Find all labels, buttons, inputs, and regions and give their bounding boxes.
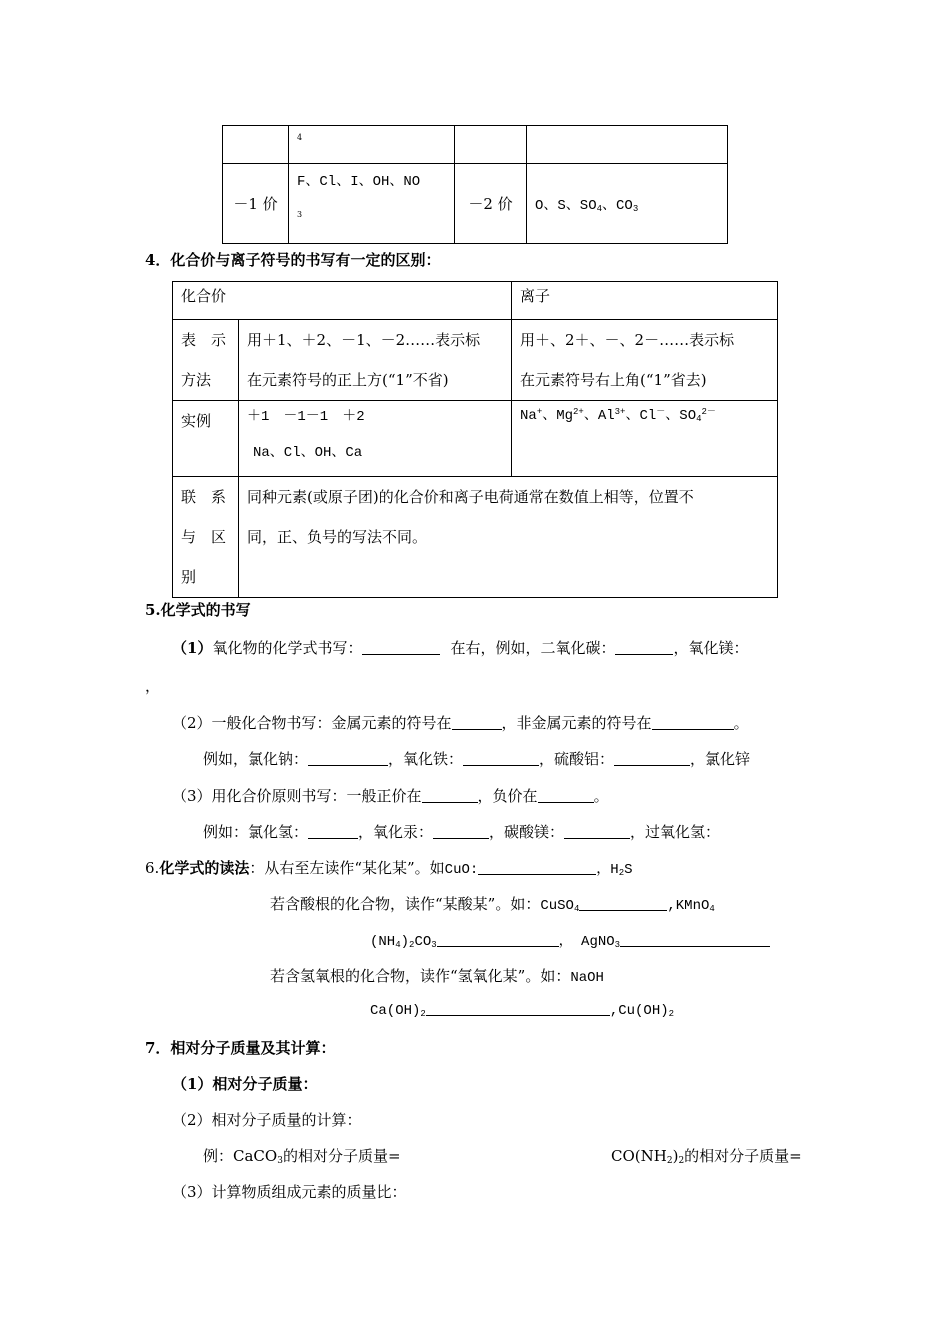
section4-title: 4．化合价与离子符号的书写有一定的区别： — [145, 251, 441, 269]
section7-example-caco3: 例：CaCO$_3$的相对分子质量= — [203, 1147, 401, 1166]
valence-cell — [527, 126, 728, 164]
section7-item1: （1）相对分子质量： — [172, 1075, 318, 1093]
section6-acid-examples: $(NH_4)_2CO_3$ ， AgNO$_3$ — [370, 930, 770, 950]
section7-title: 7．相对分子质量及其计算： — [145, 1039, 336, 1057]
label-relation: 联 系 与 区 别 — [173, 477, 239, 598]
section6-title: 6.化学式的读法：从右至左读作“某化某”。如CuO: ，$H_2S$ — [145, 859, 633, 878]
section7-example-urea: $CO(NH_2)_2$的相对分子质量= — [611, 1147, 802, 1166]
valence-label: －1 价 — [223, 164, 289, 244]
valence-ions-neg1: F、Cl、I、OH、NO 3 — [289, 164, 455, 244]
method-ion: 用＋、2＋、－、2－……表示标 在元素符号右上角(“1”省去) — [512, 320, 778, 401]
section6-base: 若含氢氧根的化合物，读作“氢氧化某”。如：NaOH — [270, 967, 604, 986]
valence-ion-table — [172, 281, 778, 598]
example-valence: ＋1 －1－1 ＋2 Na、Cl、OH、Ca — [239, 401, 512, 477]
valence-cell: 4 — [289, 126, 455, 164]
header-valence: 化合价 — [173, 282, 512, 320]
valence-label: －2 价 — [455, 164, 527, 244]
label-example: 实例 — [173, 401, 239, 477]
section5-item2-examples: 例如，氯化钠： ，氧化铁： ，硫酸铝： ，氯化锌 — [203, 750, 751, 768]
section5-item1: （1）氧化物的化学式书写： 在右，例如，二氧化碳： ，氧化镁： — [172, 639, 749, 657]
section5-item2: （2）一般化合物书写：金属元素的符号在 ，非金属元素的符号在 。 — [172, 714, 749, 732]
valence-cell — [223, 126, 289, 164]
section7-item2: （2）相对分子质量的计算： — [172, 1111, 362, 1129]
section5-item3-examples: 例如：氯化氢： ，氧化汞： ，碳酸镁： ，过氧化氢： — [203, 823, 721, 841]
method-valence: 用＋1、＋2、－1、－2……表示标 在元素符号的正上方(“1”不省) — [239, 320, 512, 401]
valence-ions-neg2: O、S、$SO_4$、$CO_3$ — [527, 164, 728, 244]
section7-item3: （3）计算物质组成元素的质量比： — [172, 1183, 407, 1201]
label-method: 表 示 方法 — [173, 320, 239, 401]
valence-table — [222, 125, 728, 244]
valence-cell — [455, 126, 527, 164]
section5-item3: （3）用化合价原则书写：一般正价在 ，负价在 。 — [172, 787, 609, 805]
example-ion: Na+、$Mg^{2+}$、$Al^{3+}$、Cl－、$SO_4^{2-}$ — [512, 401, 778, 477]
section5-item1-cont: ， — [145, 677, 161, 695]
header-ion: 离子 — [512, 282, 778, 320]
section6-base-examples: $Ca(OH)_2$ $,Cu(OH)_2$ — [370, 1003, 675, 1019]
relation-text: 同种元素(或原子团)的化合价和离子电荷通常在数值上相等，位置不 同，正、负号的写法不同。 — [239, 477, 778, 598]
section5-title: 5.化学式的书写 — [145, 601, 251, 619]
section6-acid: 若含酸根的化合物，读作“某酸某”。如：CuSO$_4$ ,KMnO$_4$ — [270, 895, 715, 914]
